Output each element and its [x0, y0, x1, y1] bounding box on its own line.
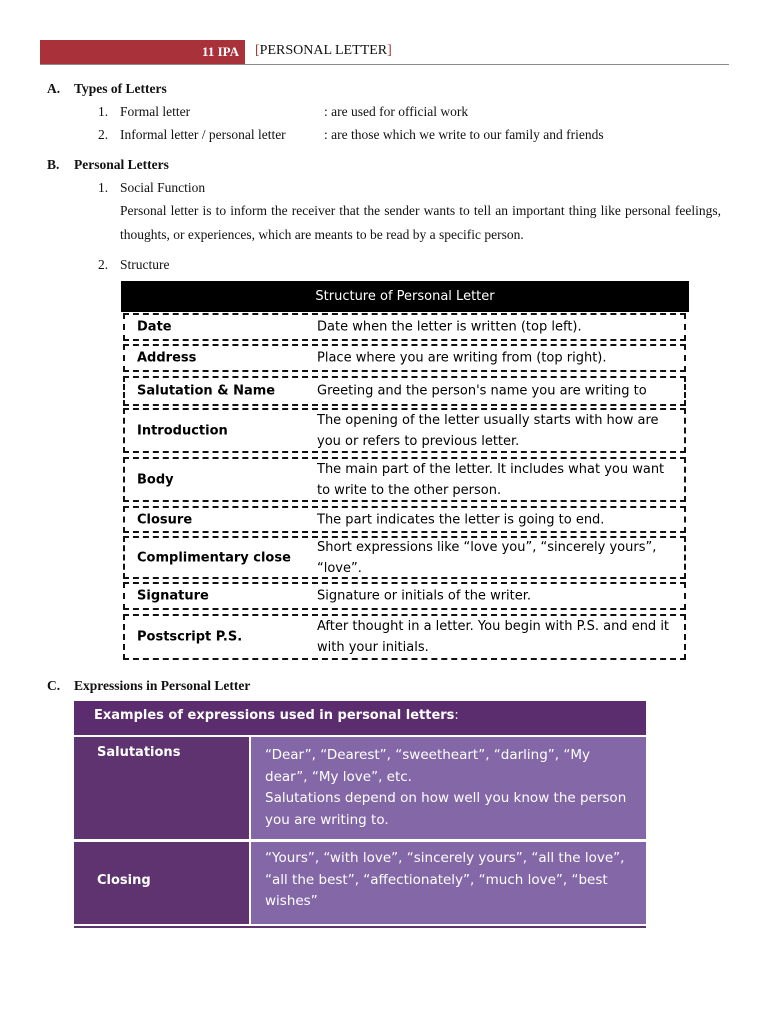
structure-row — [123, 506, 686, 533]
expression-examples: “Yours”, “with love”, “sincerely yours”, “all the love”, “all the best”, “affectionately”, “much love”, “best wishes” — [265, 850, 625, 909]
structure-row — [123, 344, 686, 372]
structure-row — [123, 408, 686, 453]
letter-type-term: Formal letter — [120, 104, 191, 119]
structure-value: The opening of the letter usually starts with how are you or refers to previous letter. — [317, 412, 659, 449]
expressions-table-title — [74, 701, 646, 735]
letter-type-desc: : are those which we write to our family and friends — [324, 127, 604, 142]
structure-value: The main part of the letter. It includes what you want to write to the other person. — [317, 461, 665, 498]
structure-key: Postscript P.S. — [137, 629, 243, 645]
expressions-title-suffix: : — [454, 708, 459, 723]
expression-examples: “Dear”, “Dearest”, “sweetheart”, “darling”, “My dear”, “My love”, etc. — [265, 747, 591, 785]
expression-value — [251, 737, 646, 839]
letter-type-number: 2. — [98, 127, 109, 142]
structure-key: Introduction — [137, 423, 228, 438]
header-class-bar — [40, 40, 245, 64]
structure-key: Salutation & Name — [137, 383, 276, 399]
structure-value: Place where you are writing from (top right). — [317, 350, 607, 366]
structure-value: The part indicates the letter is going to end. — [317, 512, 605, 527]
section-c-heading: Expressions in Personal Letter — [74, 678, 251, 693]
section-b-marker: B. — [47, 157, 60, 172]
structure-value: Date when the letter is written (top left). — [317, 319, 582, 335]
class-label: 11 IPA — [202, 44, 239, 59]
letter-type-term: Informal letter / personal letter — [120, 127, 286, 142]
structure-key: Closure — [137, 512, 193, 527]
expression-key: Closing — [74, 842, 249, 924]
structure-value: Greeting and the person's name you are writing to — [317, 383, 647, 399]
expression-key: Salutations — [74, 737, 249, 839]
structure-value: Short expressions like “love you”, “sincerely yours”, “love”. — [317, 539, 657, 576]
structure-row — [123, 457, 686, 502]
structure-number: 2. — [98, 257, 109, 272]
title-bracket-close: ] — [387, 43, 392, 58]
header-rule — [40, 64, 729, 65]
structure-row — [123, 536, 686, 579]
letter-type-number: 1. — [98, 104, 109, 119]
structure-row — [123, 582, 686, 610]
structure-key: Body — [137, 472, 174, 487]
expression-value — [251, 842, 646, 924]
expression-note: Salutations depend on how well you know the person you are writing to. — [265, 790, 627, 828]
structure-key: Date — [137, 319, 172, 335]
letter-type-desc: : are used for official work — [324, 104, 469, 119]
structure-value: After thought in a letter. You begin with P.S. and end it with your initials. — [317, 619, 670, 655]
expressions-table-bottom-rule — [74, 926, 646, 928]
structure-row — [123, 376, 686, 406]
title-bracket-open: [ — [255, 43, 260, 58]
structure-table-title: Structure of Personal Letter — [121, 281, 689, 312]
page-title — [255, 43, 392, 59]
expressions-title-text: Examples of expressions used in personal letters — [94, 708, 455, 723]
section-a-heading: Types of Letters — [74, 81, 167, 96]
structure-row — [123, 313, 686, 341]
structure-key: Complimentary close — [137, 550, 291, 565]
structure-value: Signature or initials of the writer. — [317, 588, 532, 604]
structure-key: Signature — [137, 588, 209, 604]
section-a-marker: A. — [47, 81, 61, 96]
social-function-label: Social Function — [120, 180, 206, 195]
structure-row — [123, 614, 686, 660]
section-c-marker: C. — [47, 678, 61, 693]
structure-key: Address — [137, 350, 197, 366]
structure-label: Structure — [120, 257, 170, 272]
title-text: PERSONAL LETTER — [259, 43, 388, 58]
social-function-number: 1. — [98, 180, 109, 195]
social-function-text: Personal letter is to inform the receiver that the sender wants to tell an important thing like personal feelings, thoughts, or experiences, which are meants to be read by a specific person. — [120, 203, 721, 242]
section-b-heading: Personal Letters — [74, 157, 169, 172]
